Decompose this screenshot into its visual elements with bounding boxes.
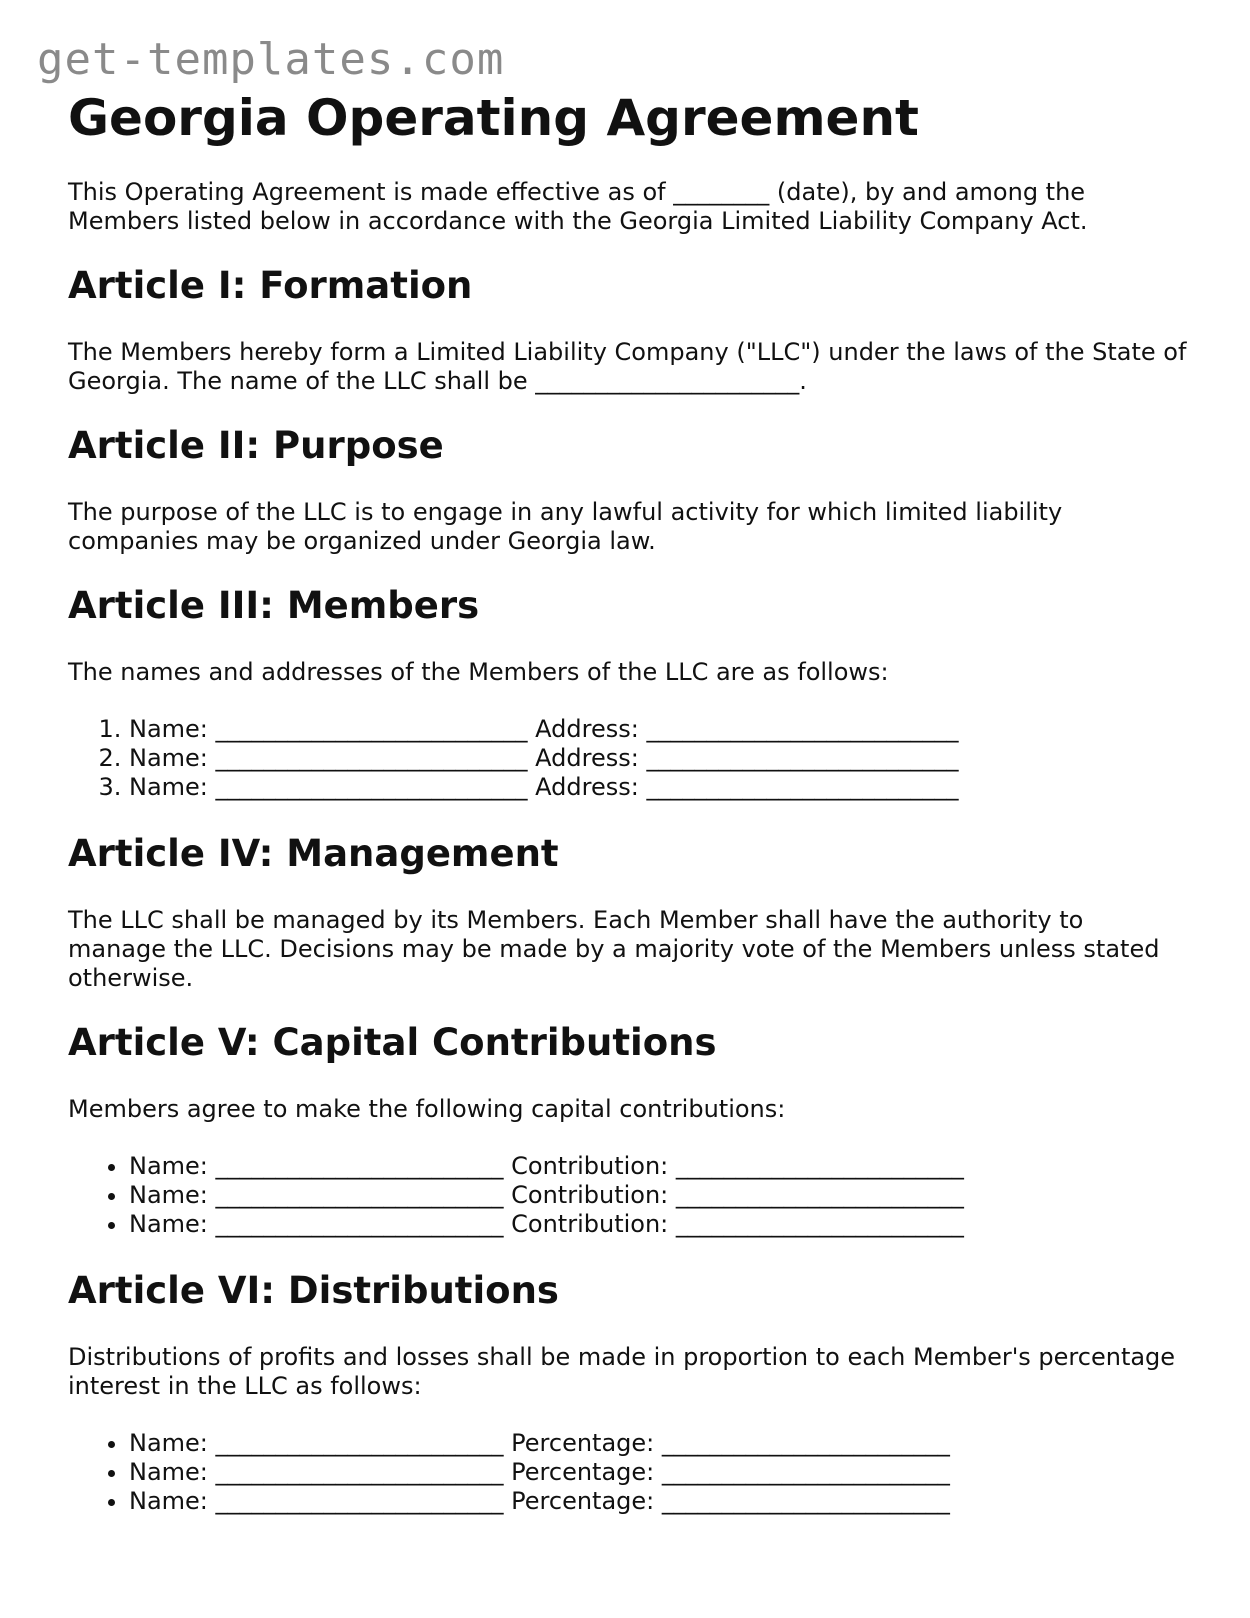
article-purpose bbox=[68, 424, 1188, 556]
article-body: The Members hereby form a Limited Liability Company ("LLC") under the laws of the State of Georgia. The name of the LLC shall be ______________________. bbox=[68, 338, 1187, 395]
document-page bbox=[68, 88, 1188, 1546]
member-entry: 1. Name: __________________________ Address: __________________________ bbox=[129, 715, 1188, 744]
contribution-entry: • Name: ________________________ Contribution: ________________________ bbox=[129, 1152, 1188, 1181]
member-entry: 3. Name: __________________________ Address: __________________________ bbox=[129, 773, 1188, 802]
distributions-list bbox=[68, 1429, 1188, 1516]
contributions-list bbox=[68, 1152, 1188, 1239]
distribution-entry: • Name: ________________________ Percentage: ________________________ bbox=[129, 1429, 1188, 1458]
article-body: The purpose of the LLC is to engage in any lawful activity for which limited liability companies may be organized under Georgia law. bbox=[68, 498, 1063, 555]
article-body: The names and addresses of the Members of the LLC are as follows: bbox=[68, 658, 889, 686]
contribution-entry: • Name: ________________________ Contribution: ________________________ bbox=[129, 1181, 1188, 1210]
member-entry: 2. Name: __________________________ Address: __________________________ bbox=[129, 744, 1188, 773]
article-heading: Article IV: Management bbox=[68, 832, 559, 875]
article-members bbox=[68, 584, 1188, 802]
intro-paragraph: This Operating Agreement is made effective as of ________ (date), by and among the Members listed below in accordance with the Georgia Limited Liability Company Act. bbox=[68, 178, 1088, 235]
article-body: The LLC shall be managed by its Members. Each Member shall have the authority to manage the LLC. Decisions may be made by a majority vote of the Members unless stated otherwise. bbox=[68, 906, 1160, 992]
contribution-entry: • Name: ________________________ Contribution: ________________________ bbox=[129, 1210, 1188, 1239]
article-management bbox=[68, 832, 1188, 993]
distribution-entry: • Name: ________________________ Percentage: ________________________ bbox=[129, 1487, 1188, 1516]
distribution-entry: • Name: ________________________ Percentage: ________________________ bbox=[129, 1458, 1188, 1487]
article-heading: Article III: Members bbox=[68, 584, 480, 627]
article-heading: Article V: Capital Contributions bbox=[68, 1021, 717, 1064]
article-capital-contributions bbox=[68, 1021, 1188, 1239]
members-list bbox=[68, 715, 1188, 802]
article-heading: Article VI: Distributions bbox=[68, 1269, 559, 1312]
article-heading: Article II: Purpose bbox=[68, 424, 444, 467]
article-body: Members agree to make the following capital contributions: bbox=[68, 1095, 786, 1123]
article-formation bbox=[68, 264, 1188, 396]
article-body: Distributions of profits and losses shall be made in proportion to each Member's percentage interest in the LLC as follows: bbox=[68, 1343, 1176, 1400]
document-title: Georgia Operating Agreement bbox=[68, 89, 919, 147]
article-heading: Article I: Formation bbox=[68, 264, 473, 307]
article-distributions bbox=[68, 1269, 1188, 1516]
watermark: get-templates.com bbox=[37, 34, 505, 85]
